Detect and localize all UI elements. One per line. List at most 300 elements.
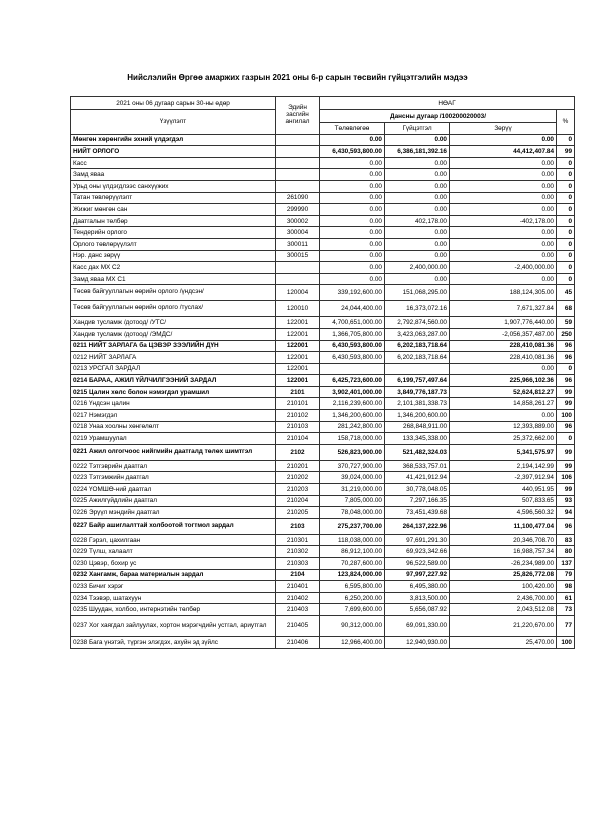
row-code xyxy=(276,157,320,169)
row-diff: 1,907,776,440.00 xyxy=(450,317,557,329)
row-code xyxy=(276,273,320,285)
row-code: 2103 xyxy=(276,518,320,534)
row-pct: 96 xyxy=(557,352,575,364)
row-name: 0228 Гэрэл, цахилгаан xyxy=(71,534,276,546)
table-row xyxy=(71,398,575,410)
row-code: 261090 xyxy=(276,192,320,204)
row-actual: 264,137,222.96 xyxy=(385,518,450,534)
row-plan: 31,219,000.00 xyxy=(320,484,385,496)
row-name: 0227 Байр ашиглалттай холбоотой тогтмол зардал xyxy=(71,518,276,534)
row-actual: 2,400,000.00 xyxy=(385,262,450,274)
row-diff: 0.00 xyxy=(450,180,557,192)
table-row xyxy=(71,444,575,460)
row-code: 2102 xyxy=(276,444,320,460)
row-pct: 0 xyxy=(557,273,575,285)
row-name: Замд яваа xyxy=(71,169,276,181)
row-actual xyxy=(385,363,450,375)
row-name: Жижиг мөнгөн сан xyxy=(71,204,276,216)
row-code: 122001 xyxy=(276,328,320,340)
row-plan: 339,192,600.00 xyxy=(320,285,385,301)
row-name: Тендерийн орлого xyxy=(71,227,276,239)
table-row xyxy=(71,421,575,433)
row-pct: 0 xyxy=(557,215,575,227)
row-pct: 45 xyxy=(557,285,575,301)
row-code: 120004 xyxy=(276,285,320,301)
row-plan: 0.00 xyxy=(320,192,385,204)
row-diff: 52,624,812.27 xyxy=(450,386,557,398)
row-actual: 0.00 xyxy=(385,134,450,146)
table-row xyxy=(71,386,575,398)
row-code: 210302 xyxy=(276,546,320,558)
row-pct: 68 xyxy=(557,301,575,317)
row-plan: 1,346,200,600.00 xyxy=(320,410,385,422)
row-pct: 94 xyxy=(557,507,575,519)
row-code: 210104 xyxy=(276,433,320,445)
row-actual: 402,178.00 xyxy=(385,215,450,227)
row-pct: 106 xyxy=(557,472,575,484)
row-actual: 368,533,757.01 xyxy=(385,460,450,472)
row-plan: 12,966,400.00 xyxy=(320,636,385,648)
row-pct: 100 xyxy=(557,636,575,648)
row-plan: 0.00 xyxy=(320,169,385,181)
row-actual: 2,101,381,338.73 xyxy=(385,398,450,410)
row-diff: 21,220,670.00 xyxy=(450,615,557,636)
column-header-diff: Зөрүү xyxy=(450,123,557,135)
row-actual: 0.00 xyxy=(385,273,450,285)
row-plan: 90,312,000.00 xyxy=(320,615,385,636)
row-code: 210301 xyxy=(276,534,320,546)
row-name: 0235 Шуудан, холбоо, интернэтийн төлбөр xyxy=(71,604,276,616)
row-plan: 0.00 xyxy=(320,250,385,262)
row-pct: 0 xyxy=(557,238,575,250)
row-name: 0230 Цэвэр, бохир ус xyxy=(71,558,276,570)
row-actual: 151,068,295.00 xyxy=(385,285,450,301)
row-actual: 41,421,912.94 xyxy=(385,472,450,484)
row-plan: 24,044,400.00 xyxy=(320,301,385,317)
row-code: 210203 xyxy=(276,484,320,496)
row-code xyxy=(276,169,320,181)
row-actual: 97,691,291.30 xyxy=(385,534,450,546)
row-actual: 3,813,500.00 xyxy=(385,592,450,604)
row-code xyxy=(276,180,320,192)
row-code xyxy=(276,134,320,146)
row-code: 210101 xyxy=(276,398,320,410)
row-diff: 2,436,700.00 xyxy=(450,592,557,604)
date-label: 2021 оны 06 дугаар сарын 30-ны өдөр xyxy=(71,97,276,110)
row-name: 0213 УРСГАЛ ЗАРДАЛ xyxy=(71,363,276,375)
row-name: 0221 Ажил олгогчоос нийгмийн даатгалд төлөх шимтгэл xyxy=(71,444,276,460)
table-row xyxy=(71,518,575,534)
column-header-name: Үзүүлэлт xyxy=(71,110,276,135)
row-pct: 0 xyxy=(557,180,575,192)
page-title: Нийслэлийн Өргөө амаржих газрын 2021 оны 6-р сарын төсвийн гүйцэтгэлийн мэдээ xyxy=(127,73,468,82)
table-row xyxy=(71,204,575,216)
row-plan: 123,824,000.00 xyxy=(320,569,385,581)
row-name: Даатгалын төлбөр xyxy=(71,215,276,227)
row-name: 0223 Тэтгэмжийн даатгал xyxy=(71,472,276,484)
row-plan: 275,237,700.00 xyxy=(320,518,385,534)
table-row xyxy=(71,604,575,616)
row-pct: 0 xyxy=(557,363,575,375)
row-name: 0217 Нэмэгдэл xyxy=(71,410,276,422)
row-actual: 16,373,072.16 xyxy=(385,301,450,317)
budget-table xyxy=(70,96,575,649)
row-pct: 0 xyxy=(557,169,575,181)
row-actual: 0.00 xyxy=(385,169,450,181)
row-code: 122001 xyxy=(276,375,320,387)
row-pct: 0 xyxy=(557,157,575,169)
column-header-pct: % xyxy=(557,110,575,135)
row-pct: 0 xyxy=(557,227,575,239)
row-pct: 99 xyxy=(557,460,575,472)
row-diff: 0.00 xyxy=(450,227,557,239)
row-diff: -2,400,000.00 xyxy=(450,262,557,274)
row-code: 210303 xyxy=(276,558,320,570)
table-row xyxy=(71,238,575,250)
row-plan: 1,366,705,800.00 xyxy=(320,328,385,340)
row-code: 210204 xyxy=(276,495,320,507)
table-row xyxy=(71,581,575,593)
table-row xyxy=(71,192,575,204)
table-row xyxy=(71,157,575,169)
table-row xyxy=(71,484,575,496)
table-row xyxy=(71,328,575,340)
row-actual: 6,199,757,497.64 xyxy=(385,375,450,387)
row-diff: -402,178.00 xyxy=(450,215,557,227)
table-row xyxy=(71,317,575,329)
row-code: 2104 xyxy=(276,569,320,581)
row-name: 0222 Тэтгэврийн даатгал xyxy=(71,460,276,472)
row-actual: 12,940,930.00 xyxy=(385,636,450,648)
table-row xyxy=(71,169,575,181)
row-diff: 225,966,102.36 xyxy=(450,375,557,387)
row-name: 0211 НИЙТ ЗАРЛАГА ба ЦЭВЭР ЗЭЭЛИЙН ДҮН xyxy=(71,340,276,352)
table-row xyxy=(71,546,575,558)
row-pct: 98 xyxy=(557,581,575,593)
row-actual: 2,792,874,560.00 xyxy=(385,317,450,329)
row-pct: 0 xyxy=(557,433,575,445)
row-name: 0229 Түлш, халаалт xyxy=(71,546,276,558)
row-pct: 99 xyxy=(557,146,575,158)
row-plan: 0.00 xyxy=(320,157,385,169)
table-row xyxy=(71,534,575,546)
row-diff: 0.00 xyxy=(450,134,557,146)
table-row xyxy=(71,273,575,285)
row-actual: 69,923,342.66 xyxy=(385,546,450,558)
row-diff: 0.00 xyxy=(450,410,557,422)
row-plan: 39,024,000.00 xyxy=(320,472,385,484)
row-actual: 96,522,589.00 xyxy=(385,558,450,570)
row-plan xyxy=(320,363,385,375)
row-pct: 137 xyxy=(557,558,575,570)
row-actual: 0.00 xyxy=(385,250,450,262)
row-name: Касс xyxy=(71,157,276,169)
row-diff: 0.00 xyxy=(450,157,557,169)
table-row xyxy=(71,340,575,352)
row-plan: 70,287,600.00 xyxy=(320,558,385,570)
row-name: Мөнгөн хөрөнгийн эхний үлдэгдэл xyxy=(71,134,276,146)
row-code: 210401 xyxy=(276,581,320,593)
row-plan: 6,430,593,800.00 xyxy=(320,352,385,364)
row-plan: 0.00 xyxy=(320,134,385,146)
row-pct: 77 xyxy=(557,615,575,636)
row-diff: 0.00 xyxy=(450,250,557,262)
row-code: 210406 xyxy=(276,636,320,648)
row-name: 0233 Бичиг хэрэг xyxy=(71,581,276,593)
row-name: Татан төвлөрүүлэлт xyxy=(71,192,276,204)
row-code xyxy=(276,262,320,274)
row-actual: 30,778,048.05 xyxy=(385,484,450,496)
row-pct: 96 xyxy=(557,340,575,352)
table-row xyxy=(71,592,575,604)
table-row xyxy=(71,250,575,262)
table-row xyxy=(71,558,575,570)
row-pct: 100 xyxy=(557,410,575,422)
row-diff: 12,393,889.00 xyxy=(450,421,557,433)
row-diff: 25,372,662.00 xyxy=(450,433,557,445)
row-name: 0234 Тээвэр, шатахуун xyxy=(71,592,276,604)
row-name: 0212 НИЙТ ЗАРЛАГА xyxy=(71,352,276,364)
row-actual: 6,202,183,718.64 xyxy=(385,352,450,364)
row-actual: 0.00 xyxy=(385,204,450,216)
row-name: 0226 Эрүүл мэндийн даатгал xyxy=(71,507,276,519)
row-plan: 7,805,000.00 xyxy=(320,495,385,507)
row-name: Хандив тусламж /дотоод/ /УТС/ xyxy=(71,317,276,329)
row-name: Нэр. данс зөрүү xyxy=(71,250,276,262)
row-pct: 0 xyxy=(557,134,575,146)
row-actual: 521,482,324.03 xyxy=(385,444,450,460)
row-plan: 78,048,000.00 xyxy=(320,507,385,519)
row-name: 0225 Ажилгүйдлийн даатгал xyxy=(71,495,276,507)
row-pct: 0 xyxy=(557,250,575,262)
row-code: 2101 xyxy=(276,386,320,398)
row-name: Касс дах МХ С2 xyxy=(71,262,276,274)
row-pct: 59 xyxy=(557,317,575,329)
column-header-total: НӨАГ xyxy=(320,97,575,110)
row-name: Төсөв байгууллагын өөрийн орлого /үндсэн/ xyxy=(71,285,276,301)
column-header-plan: Төлөвлөгөө xyxy=(320,123,385,135)
table-row xyxy=(71,146,575,158)
row-pct: 250 xyxy=(557,328,575,340)
row-code: 122001 xyxy=(276,363,320,375)
table-row xyxy=(71,410,575,422)
row-plan: 3,902,401,000.00 xyxy=(320,386,385,398)
row-actual: 6,386,181,392.16 xyxy=(385,146,450,158)
row-code: 300002 xyxy=(276,215,320,227)
row-actual: 0.00 xyxy=(385,238,450,250)
row-actual: 3,423,063,287.00 xyxy=(385,328,450,340)
row-plan: 0.00 xyxy=(320,227,385,239)
table-row xyxy=(71,134,575,146)
row-diff: 11,100,477.04 xyxy=(450,518,557,534)
row-code: 122001 xyxy=(276,352,320,364)
row-name: Орлого төвлөрүүлэлт xyxy=(71,238,276,250)
row-pct: 0 xyxy=(557,262,575,274)
row-plan: 158,718,000.00 xyxy=(320,433,385,445)
row-name: 0237 Хог хаягдал зайлуулах, хортон мэрэгчдийн устгал, ариутгал xyxy=(71,615,276,636)
table-row xyxy=(71,227,575,239)
row-diff: 20,346,708.70 xyxy=(450,534,557,546)
column-header-actual: Гүйцэтгэл xyxy=(385,123,450,135)
row-diff: 4,596,560.32 xyxy=(450,507,557,519)
row-actual: 69,091,330.00 xyxy=(385,615,450,636)
row-actual: 0.00 xyxy=(385,192,450,204)
row-plan: 0.00 xyxy=(320,238,385,250)
row-name: 0238 Бага үнэтэй, түргэн элэгдэх, ахуйн эд зүйлс xyxy=(71,636,276,648)
row-pct: 61 xyxy=(557,592,575,604)
row-code: 300011 xyxy=(276,238,320,250)
row-pct: 73 xyxy=(557,604,575,616)
row-pct: 99 xyxy=(557,484,575,496)
table-row xyxy=(71,215,575,227)
row-pct: 0 xyxy=(557,192,575,204)
row-actual: 6,202,183,718.64 xyxy=(385,340,450,352)
row-pct: 0 xyxy=(557,204,575,216)
table-row xyxy=(71,460,575,472)
row-pct: 99 xyxy=(557,444,575,460)
row-code: 120010 xyxy=(276,301,320,317)
row-actual: 7,297,166.35 xyxy=(385,495,450,507)
table-row xyxy=(71,285,575,301)
row-actual: 97,997,227.92 xyxy=(385,569,450,581)
row-actual: 73,451,439.68 xyxy=(385,507,450,519)
row-name: Хандив тусламж /дотоод/ /ЭМДС/ xyxy=(71,328,276,340)
row-diff: -2,397,912.94 xyxy=(450,472,557,484)
row-diff: 228,410,081.36 xyxy=(450,340,557,352)
row-actual: 133,345,338.00 xyxy=(385,433,450,445)
row-code: 210205 xyxy=(276,507,320,519)
row-actual: 1,346,200,600.00 xyxy=(385,410,450,422)
row-plan: 370,727,900.00 xyxy=(320,460,385,472)
row-plan: 4,700,651,000.00 xyxy=(320,317,385,329)
row-diff: 440,951.95 xyxy=(450,484,557,496)
row-diff: 25,470.00 xyxy=(450,636,557,648)
row-name: Замд яваа МХ С1 xyxy=(71,273,276,285)
row-plan: 0.00 xyxy=(320,262,385,274)
table-row xyxy=(71,363,575,375)
row-code: 210201 xyxy=(276,460,320,472)
row-code: 210402 xyxy=(276,592,320,604)
row-actual: 0.00 xyxy=(385,157,450,169)
row-diff: 0.00 xyxy=(450,273,557,285)
row-diff: 7,671,327.84 xyxy=(450,301,557,317)
row-name: 0232 Хангамж, бараа материалын зардал xyxy=(71,569,276,581)
table-row xyxy=(71,352,575,364)
row-actual: 0.00 xyxy=(385,227,450,239)
row-name: Урьд оны үлдэгдлээс санхүүжих xyxy=(71,180,276,192)
column-header-code: Эдийн засгийн ангилал xyxy=(276,97,320,135)
row-diff: 0.00 xyxy=(450,363,557,375)
table-row xyxy=(71,472,575,484)
row-code: 300015 xyxy=(276,250,320,262)
table-row xyxy=(71,507,575,519)
row-pct: 83 xyxy=(557,534,575,546)
row-diff: 14,858,261.27 xyxy=(450,398,557,410)
row-actual: 3,849,776,187.73 xyxy=(385,386,450,398)
row-diff: -2,056,357,487.00 xyxy=(450,328,557,340)
table-row xyxy=(71,301,575,317)
row-pct: 96 xyxy=(557,518,575,534)
row-plan: 0.00 xyxy=(320,180,385,192)
row-plan: 86,912,100.00 xyxy=(320,546,385,558)
row-code: 210102 xyxy=(276,410,320,422)
table-row xyxy=(71,375,575,387)
row-plan: 0.00 xyxy=(320,215,385,227)
row-pct: 96 xyxy=(557,375,575,387)
row-pct: 79 xyxy=(557,569,575,581)
row-code: 300004 xyxy=(276,227,320,239)
row-actual: 0.00 xyxy=(385,180,450,192)
table-row xyxy=(71,636,575,648)
row-plan: 2,116,239,600.00 xyxy=(320,398,385,410)
table-row xyxy=(71,180,575,192)
table-row xyxy=(71,262,575,274)
row-diff: 0.00 xyxy=(450,238,557,250)
row-name: 0219 Урамшуулал xyxy=(71,433,276,445)
row-actual: 6,495,380.00 xyxy=(385,581,450,593)
row-code: 210103 xyxy=(276,421,320,433)
row-pct: 99 xyxy=(557,398,575,410)
table-row xyxy=(71,495,575,507)
row-pct: 93 xyxy=(557,495,575,507)
row-code: 210202 xyxy=(276,472,320,484)
row-diff: 25,826,772.08 xyxy=(450,569,557,581)
row-plan: 0.00 xyxy=(320,273,385,285)
table-row xyxy=(71,433,575,445)
row-diff: 0.00 xyxy=(450,169,557,181)
row-diff: 0.00 xyxy=(450,204,557,216)
row-diff: 0.00 xyxy=(450,192,557,204)
row-diff: 188,124,305.00 xyxy=(450,285,557,301)
table-row xyxy=(71,615,575,636)
row-diff: -26,234,989.00 xyxy=(450,558,557,570)
row-code: 299990 xyxy=(276,204,320,216)
row-diff: 100,420.00 xyxy=(450,581,557,593)
row-code: 210405 xyxy=(276,615,320,636)
row-code xyxy=(276,146,320,158)
table-row xyxy=(71,569,575,581)
row-diff: 2,194,142.99 xyxy=(450,460,557,472)
row-name: 0218 Унаа хоолны хөнгөлөлт xyxy=(71,421,276,433)
row-plan: 281,242,800.00 xyxy=(320,421,385,433)
row-actual: 268,848,911.00 xyxy=(385,421,450,433)
row-actual: 5,656,087.92 xyxy=(385,604,450,616)
row-diff: 507,833.65 xyxy=(450,495,557,507)
row-pct: 99 xyxy=(557,386,575,398)
row-plan: 526,823,900.00 xyxy=(320,444,385,460)
row-code: 122001 xyxy=(276,317,320,329)
row-pct: 96 xyxy=(557,421,575,433)
row-name: НИЙТ ОРЛОГО xyxy=(71,146,276,158)
row-diff: 16,988,757.34 xyxy=(450,546,557,558)
row-plan: 6,425,723,600.00 xyxy=(320,375,385,387)
row-plan: 6,250,200.00 xyxy=(320,592,385,604)
row-name: 0215 Цалин хөлс болон нэмэгдэл урамшил xyxy=(71,386,276,398)
row-plan: 118,038,000.00 xyxy=(320,534,385,546)
row-plan: 7,699,600.00 xyxy=(320,604,385,616)
row-diff: 5,341,575.97 xyxy=(450,444,557,460)
row-diff: 228,410,081.36 xyxy=(450,352,557,364)
column-header-account: Дансны дугаар /100200020003/ xyxy=(320,110,557,123)
row-name: 0224 ҮОМШӨ-ний даатгал xyxy=(71,484,276,496)
row-name: Төсөв байгууллагын өөрийн орлого /туслах/ xyxy=(71,301,276,317)
row-diff: 44,412,407.84 xyxy=(450,146,557,158)
row-plan: 0.00 xyxy=(320,204,385,216)
row-code: 122001 xyxy=(276,340,320,352)
row-name: 0214 БАРАА, АЖИЛ ҮЙЛЧИЛГЭЭНИЙ ЗАРДАЛ xyxy=(71,375,276,387)
row-plan: 6,430,593,800.00 xyxy=(320,340,385,352)
row-plan: 6,430,593,800.00 xyxy=(320,146,385,158)
